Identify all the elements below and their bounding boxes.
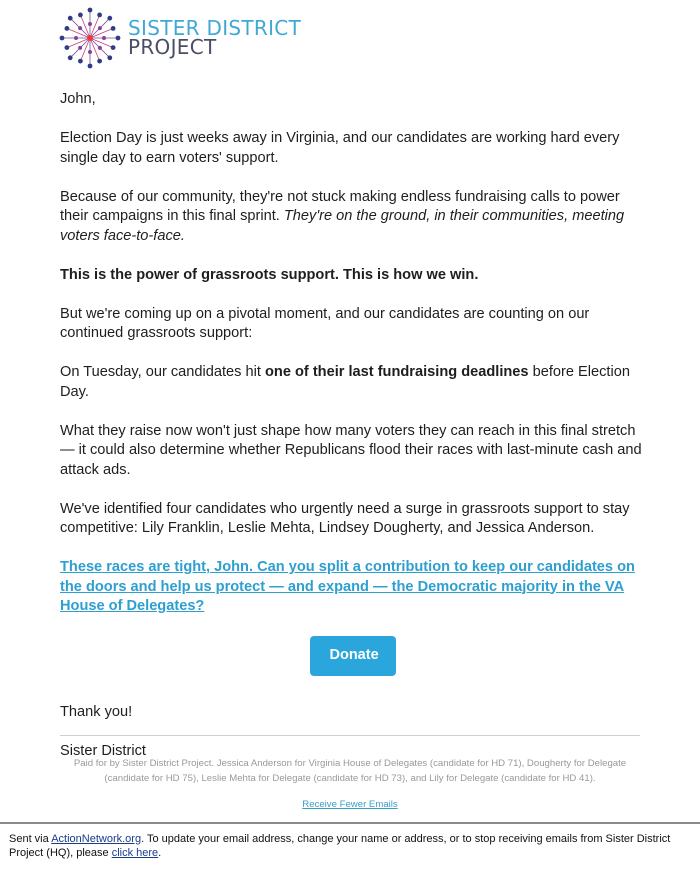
- actionnetwork-link[interactable]: ActionNetwork.org: [51, 833, 142, 845]
- starburst-logo-icon: [58, 6, 122, 70]
- divider: [60, 735, 640, 736]
- period: .: [158, 847, 162, 859]
- paragraph-5-bold: one of their last fundraising deadlines: [264, 364, 529, 380]
- sent-via-text: Sent via: [9, 833, 52, 845]
- logo-line1: SISTER DISTRICT: [128, 16, 302, 40]
- donate-button[interactable]: Donate: [310, 636, 396, 676]
- paragraph-4: But we're coming up on a pivotal moment, and our candidates are counting on our continued grassroots support:: [60, 305, 590, 341]
- signature: Sister District: [60, 742, 146, 759]
- paragraph-5-post: before Election Day.: [60, 364, 630, 400]
- paragraph-2-text: Because of our community, they're not stuck making endless fundraising calls to power their campaigns in this final sprint.: [60, 188, 620, 224]
- footer-separator: [0, 822, 700, 824]
- paragraph-3: [60, 266, 645, 286]
- update-text: . To update your email address, change your name or address, or to stop receiving emails from Sister District Project (HQ), please: [9, 833, 671, 859]
- paragraph-1: Election Day is just weeks away in Virginia, and our candidates are working hard every single day to earn voters' support.: [60, 130, 620, 166]
- closing: Thank you!: [60, 703, 133, 720]
- greeting: John,: [60, 91, 96, 107]
- sister-district-logo[interactable]: [58, 6, 301, 70]
- receive-fewer-emails-link[interactable]: Receive Fewer Emails: [302, 799, 398, 810]
- action-network-footer: [9, 832, 694, 860]
- paid-for-disclaimer: Paid for by Sister District Project. Jessica Anderson for Virginia House of Delegates (candidate for HD 71), Dougherty for Delegate (candidate for HD 75), Leslie Mehta for Delegate (candidate for HD 73), and Lily for Delegate (candidate for HD 41).: [73, 758, 627, 784]
- logo-line2: PROJECT: [128, 35, 217, 59]
- message-body: [60, 90, 645, 781]
- paragraph-5: [60, 363, 645, 402]
- paragraph-6: What they raise now won't just shape how many voters they can reach in this final stretch — it could also determine whether Republicans flood their races with last-minute cash and attack ads.: [60, 422, 642, 478]
- paragraph-2-italic: They're on the ground, in their communities, meeting voters face-to-face.: [60, 208, 625, 244]
- cta-link[interactable]: These races are tight, John. Can you split a contribution to keep our candidates on the doors and help us protect — and expand — the Democratic majority in the VA House of Delegates?: [60, 559, 635, 614]
- paragraph-5-pre: On Tuesday, our candidates hit: [60, 364, 265, 380]
- paragraph-3-bold: This is the power of grassroots support. This is how we win.: [60, 266, 479, 283]
- logo-text: [128, 16, 302, 59]
- paragraph-7: We've identified four candidates who urgently need a surge in grassroots support to stay competitive: Lily Franklin, Leslie Mehta, Lindsey Dougherty, and Jessica Anderson.: [60, 500, 630, 536]
- click-here-link[interactable]: click here: [111, 847, 159, 859]
- paragraph-2: [60, 188, 645, 247]
